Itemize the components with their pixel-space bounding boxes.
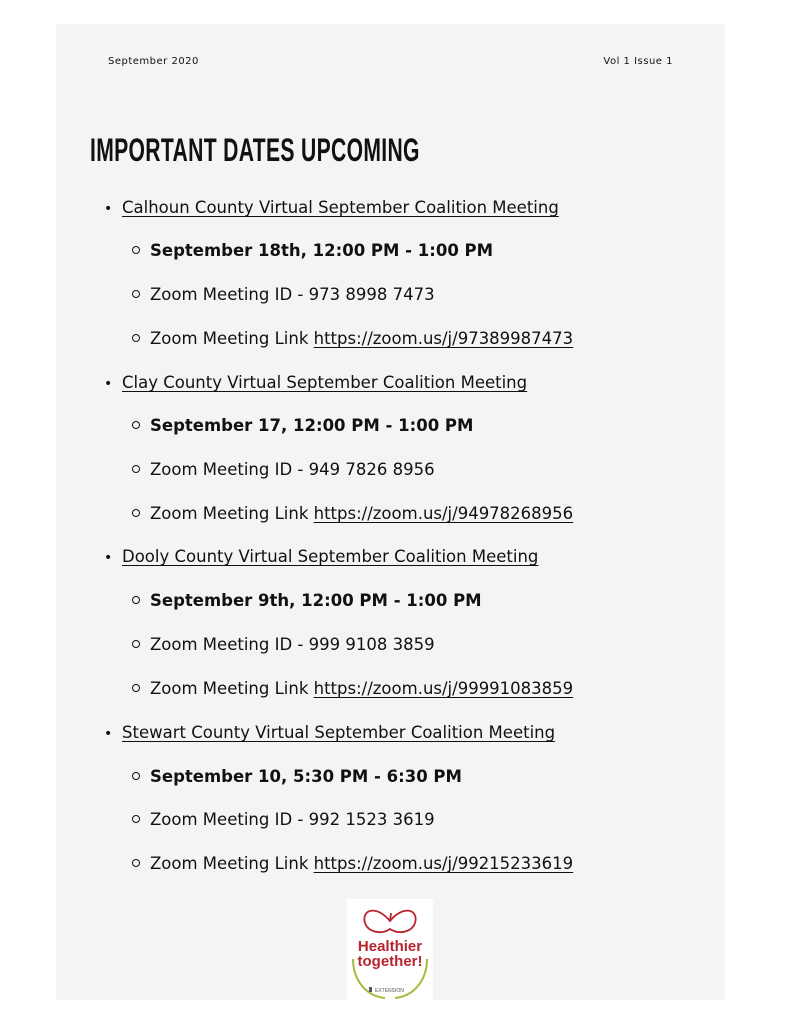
meeting-time: September 10, 5:30 PM - 6:30 PM [132, 766, 462, 788]
bullet-icon: • [104, 726, 113, 742]
meeting-link-stewart[interactable]: Stewart County Virtual September Coalition Meeting [122, 723, 556, 742]
meeting-time: September 9th, 12:00 PM - 1:00 PM [132, 590, 482, 612]
zoom-url-link[interactable]: https://zoom.us/j/99991083859 [313, 679, 574, 698]
meeting-link-clay[interactable]: Clay County Virtual September Coalition Meeting [122, 373, 528, 392]
svg-text:Healthier: Healthier [357, 938, 423, 955]
bullet-icon: • [104, 550, 113, 566]
meeting-id: Zoom Meeting ID - 999 9108 3859 [132, 634, 435, 656]
meeting-title-dooly [104, 546, 538, 569]
meeting-title-stewart [104, 722, 555, 745]
svg-text:together!: together! [357, 953, 423, 970]
meeting-id: Zoom Meeting ID - 992 1523 3619 [132, 809, 435, 831]
meeting-time: September 18th, 12:00 PM - 1:00 PM [132, 240, 493, 262]
meeting-zoom-link: Zoom Meeting Link https://zoom.us/j/94978268956 [132, 503, 573, 525]
circle-bullet-icon [132, 290, 140, 298]
meeting-link-calhoun[interactable]: Calhoun County Virtual September Coalition Meeting [122, 198, 559, 217]
apple-logo-icon [347, 899, 433, 1000]
zoom-url-link[interactable]: https://zoom.us/j/94978268956 [313, 504, 574, 523]
meeting-id: Zoom Meeting ID - 973 8998 7473 [132, 284, 435, 306]
circle-bullet-icon [132, 334, 140, 342]
circle-bullet-icon [132, 509, 140, 517]
meeting-zoom-link: Zoom Meeting Link https://zoom.us/j/97389987473 [132, 328, 573, 350]
circle-bullet-icon [132, 465, 140, 473]
svg-text:EXTENSION: EXTENSION [375, 988, 404, 994]
bullet-icon: • [104, 376, 113, 392]
meeting-id: Zoom Meeting ID - 949 7826 8956 [132, 459, 435, 481]
zoom-url-link[interactable]: https://zoom.us/j/97389987473 [313, 329, 574, 348]
healthier-together-logo [347, 899, 433, 1000]
page-title: IMPORTANT DATES UPCOMING [90, 132, 420, 168]
zoom-url-link[interactable]: https://zoom.us/j/99215233619 [313, 854, 574, 873]
circle-bullet-icon [132, 815, 140, 823]
circle-bullet-icon [132, 640, 140, 648]
meeting-zoom-link: Zoom Meeting Link https://zoom.us/j/99991083859 [132, 678, 573, 700]
meeting-zoom-link: Zoom Meeting Link https://zoom.us/j/99215233619 [132, 853, 573, 875]
issue-number: Vol 1 Issue 1 [603, 56, 673, 67]
meeting-time: September 17, 12:00 PM - 1:00 PM [132, 415, 473, 437]
issue-date: September 2020 [108, 56, 199, 67]
circle-bullet-icon [132, 246, 140, 254]
meeting-link-dooly[interactable]: Dooly County Virtual September Coalition Meeting [122, 547, 539, 566]
bullet-icon: • [104, 201, 113, 217]
circle-bullet-icon [132, 684, 140, 692]
circle-bullet-icon [132, 421, 140, 429]
circle-bullet-icon [132, 596, 140, 604]
meeting-title-calhoun [104, 197, 559, 220]
circle-bullet-icon [132, 859, 140, 867]
newsletter-page [56, 24, 725, 1000]
circle-bullet-icon [132, 772, 140, 780]
meeting-title-clay [104, 372, 527, 395]
